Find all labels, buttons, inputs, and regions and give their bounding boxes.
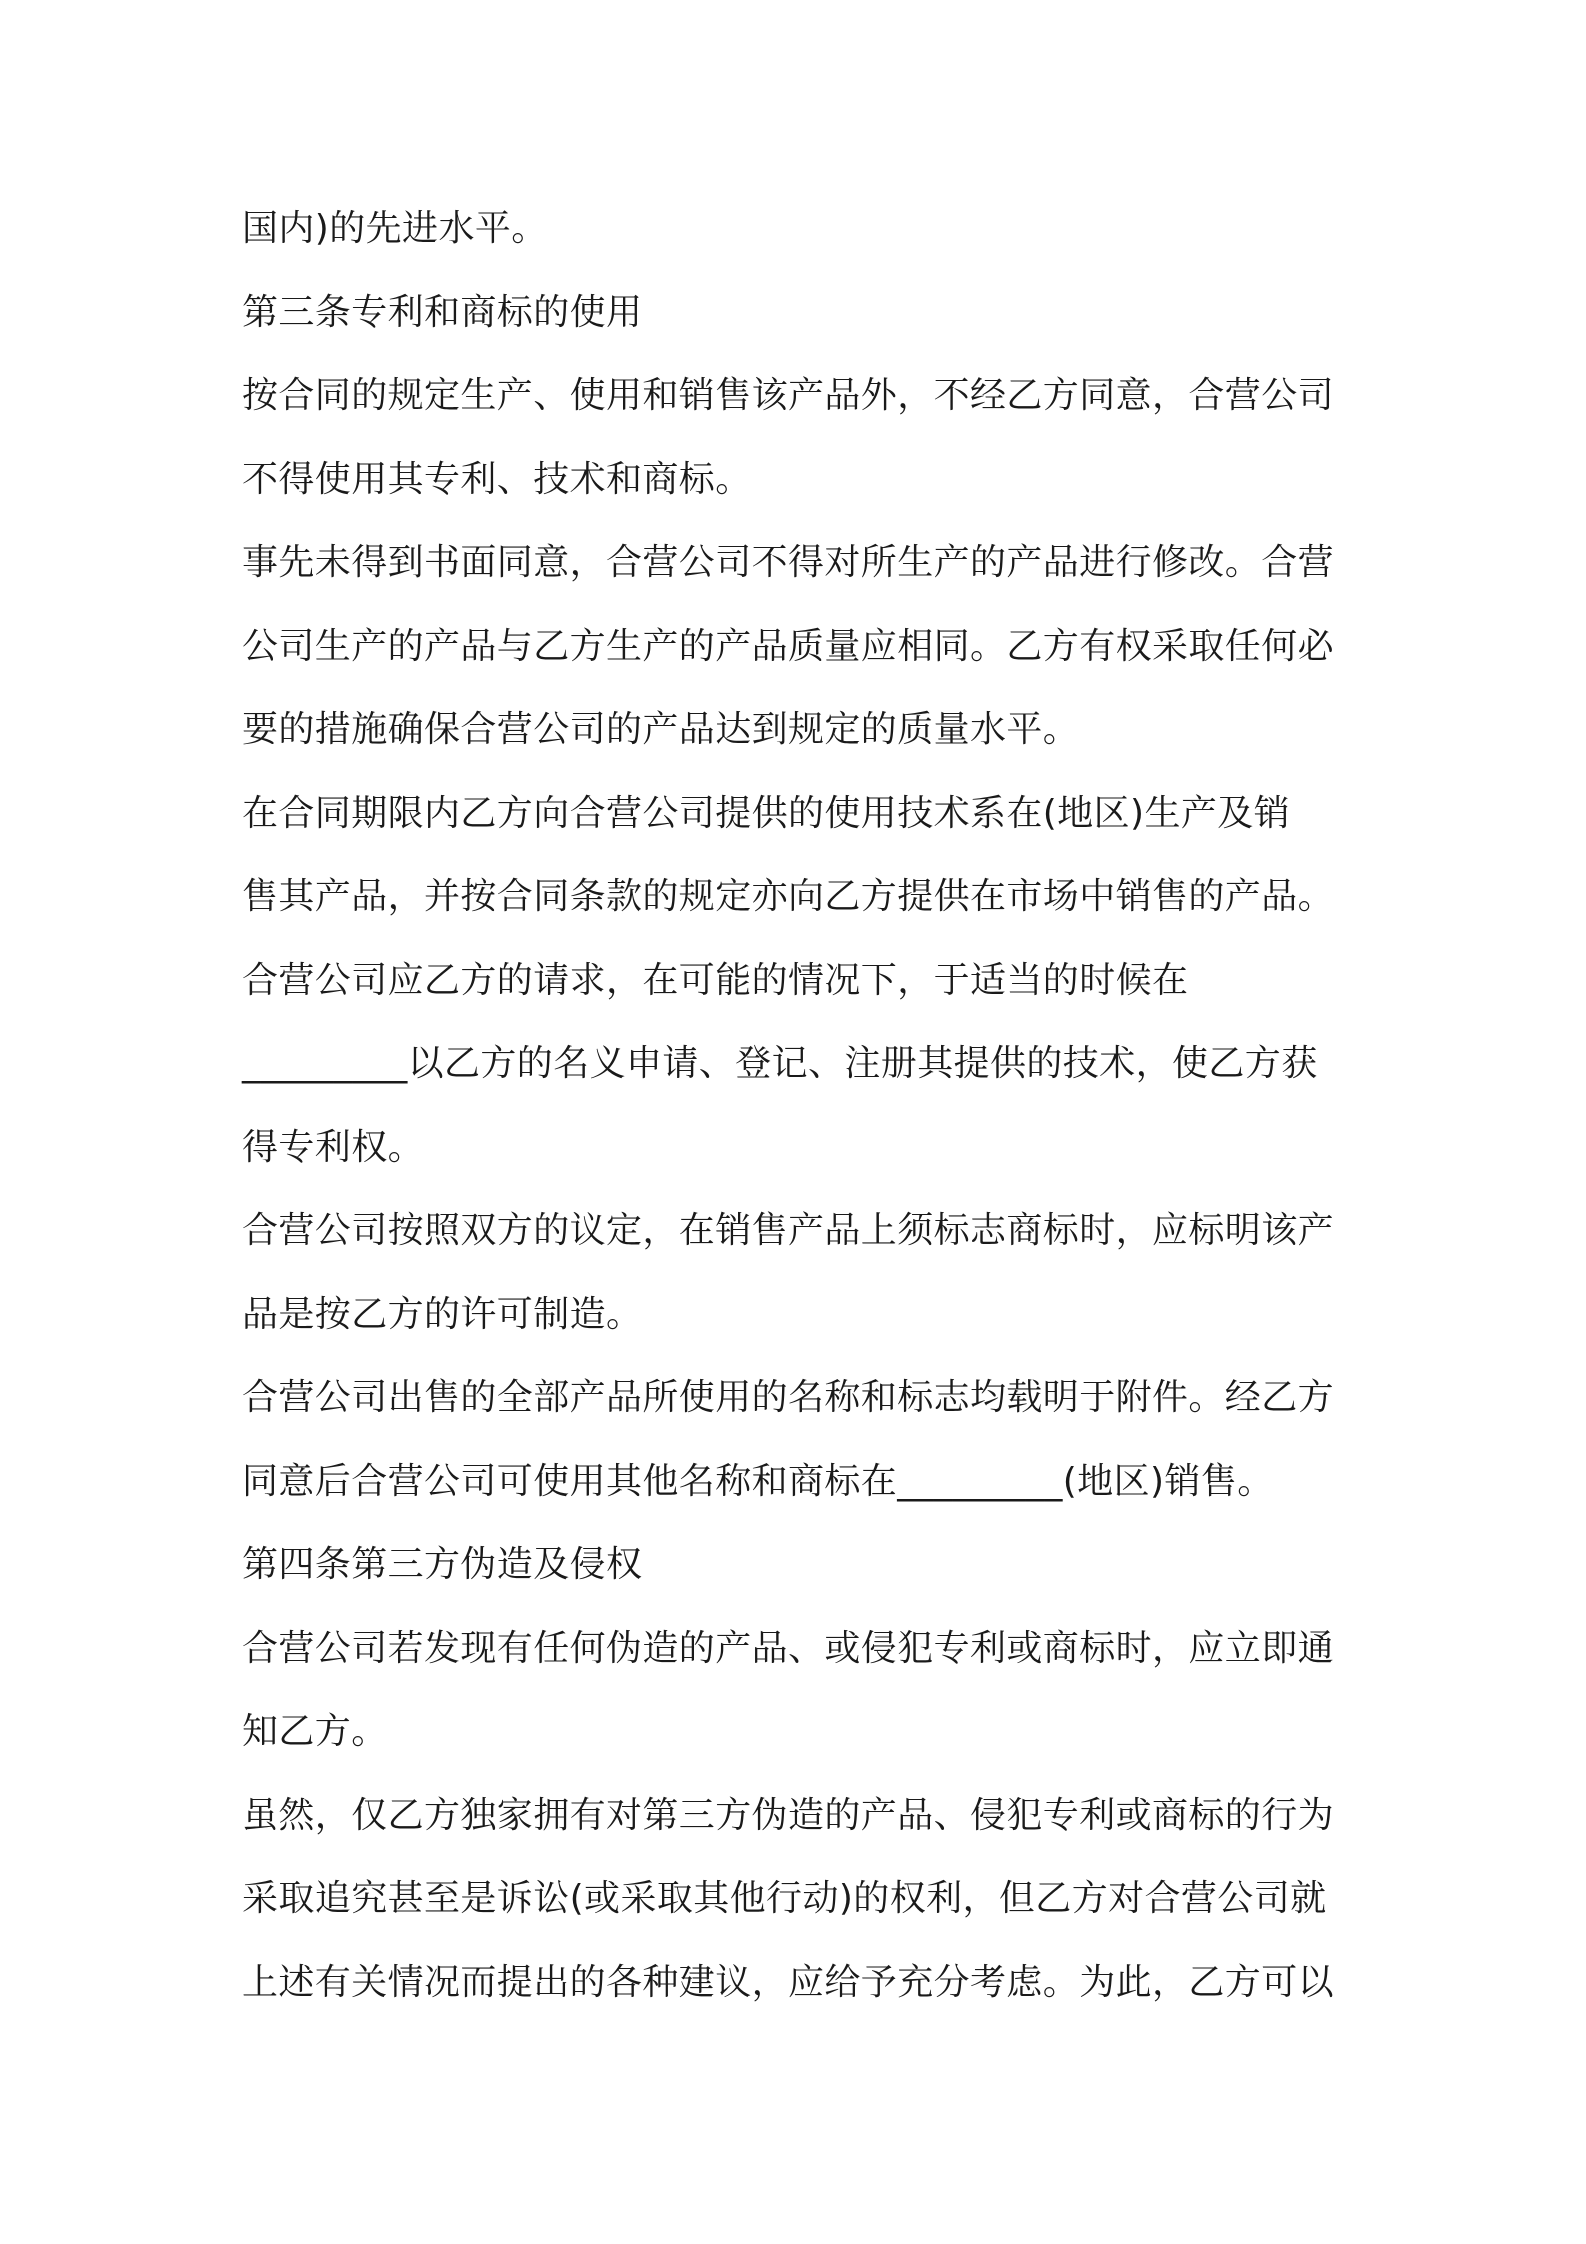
text-line: 上述有关情况而提出的各种建议，应给予充分考虑。为此，乙方可以: [242, 1961, 1335, 2003]
text-line: 按合同的规定生产、使用和销售该产品外，不经乙方同意，合营公司: [242, 375, 1335, 416]
text-line: 合营公司应乙方的请求，在可能的情况下，于适当的时候在: [242, 959, 1189, 1001]
text-line: 知乙方。: [242, 1711, 388, 1752]
text-line-continuation: 国内)的先进水平。: [242, 208, 548, 249]
document-body: [242, 198, 1362, 2035]
text-line: 品是按乙方的许可制造。: [242, 1293, 643, 1335]
text-line: 售其产品，并按合同条款的规定亦向乙方提供在市场中销售的产品。: [242, 876, 1335, 917]
text-line: 合营公司若发现有任何伪造的产品、或侵犯专利或商标时，应立即通: [242, 1627, 1335, 1669]
section-heading-article-3: 第三条专利和商标的使用: [242, 291, 643, 333]
text-line: 同意后合营公司可使用其他名称和商标在_________(地区)销售。: [242, 1460, 1274, 1502]
text-line: 公司生产的产品与乙方生产的产品质量应相同。乙方有权采取任何必: [242, 625, 1335, 667]
text-line: 要的措施确保合营公司的产品达到规定的质量水平。: [242, 709, 1080, 750]
text-line: 在合同期限内乙方向合营公司提供的使用技术系在(地区)生产及销: [242, 792, 1291, 834]
text-line: 合营公司出售的全部产品所使用的名称和标志均载明于附件。经乙方: [242, 1377, 1335, 1418]
text-line: 得专利权。: [242, 1126, 425, 1168]
section-heading-article-4: 第四条第三方伪造及侵权: [242, 1544, 643, 1585]
text-line: 合营公司按照双方的议定，在销售产品上须标志商标时，应标明该产: [242, 1210, 1335, 1251]
text-line: 采取追究甚至是诉讼(或采取其他行动)的权利，但乙方对合营公司就: [242, 1878, 1327, 1919]
text-line: 不得使用其专利、技术和商标。: [242, 458, 752, 500]
text-line: _________以乙方的名义申请、登记、注册其提供的技术，使乙方获: [242, 1043, 1318, 1084]
text-line: 虽然，仅乙方独家拥有对第三方伪造的产品、侵犯专利或商标的行为: [242, 1794, 1335, 1836]
text-line: 事先未得到书面同意，合营公司不得对所生产的产品进行修改。合营: [242, 542, 1335, 583]
